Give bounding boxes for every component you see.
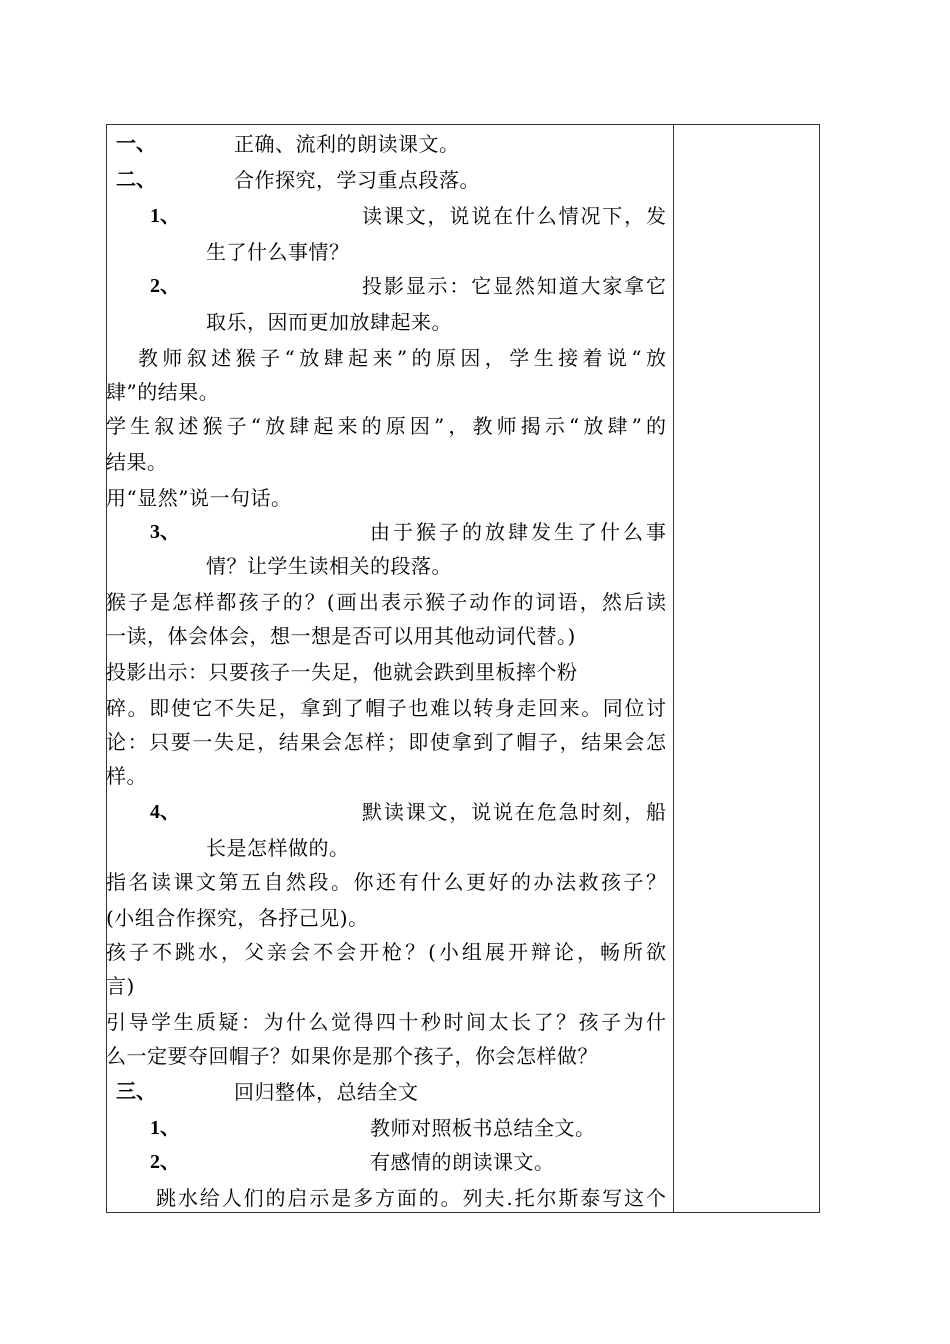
list-number: 2、 bbox=[150, 275, 180, 297]
text-line: 肆”的结果。 bbox=[106, 380, 220, 404]
list-item: 回归整体，总结全文 bbox=[234, 1080, 419, 1104]
list-item: 正确、流利的朗读课文。 bbox=[234, 132, 460, 156]
text-line: 投影出示：只要孩子一失足，他就会跌到里板摔个粉 bbox=[106, 660, 578, 684]
text-line: 长是怎样做的。 bbox=[206, 836, 350, 860]
list-item: 读课文，说说在什么情况下，发 bbox=[362, 204, 666, 228]
text-line: 教师叙述猴子“放肆起来”的原因，学生接着说“放 bbox=[138, 346, 666, 370]
text-line: (小组合作探究，各抒己见)。 bbox=[106, 906, 369, 930]
list-item: 默读课文，说说在危急时刻，船 bbox=[362, 800, 666, 824]
list-item: 教师对照板书总结全文。 bbox=[370, 1116, 596, 1140]
list-item: 由于猴子的放肆发生了什么事 bbox=[370, 520, 666, 544]
text-line: 猴子是怎样都孩子的？(画出表示猴子动作的词语，然后读 bbox=[106, 590, 666, 614]
text-line: 孩子不跳水，父亲会不会开枪？(小组展开辩论，畅所欲 bbox=[106, 940, 666, 964]
text-line: 言) bbox=[106, 974, 135, 998]
list-number: 一、 bbox=[116, 133, 156, 155]
list-item: 投影显示：它显然知道大家拿它 bbox=[362, 274, 666, 298]
text-line: 论：只要一失足，结果会怎样；即使拿到了帽子，结果会怎 bbox=[106, 730, 666, 754]
list-number: 三、 bbox=[116, 1081, 156, 1103]
text-line: 学生叙述猴子“放肆起来的原因”，教师揭示“放肆”的 bbox=[106, 414, 666, 438]
text-line: 用“显然”说一句话。 bbox=[106, 486, 292, 510]
text-line: 生了什么事情？ bbox=[206, 240, 350, 264]
list-number: 4、 bbox=[150, 801, 180, 823]
table-column-divider bbox=[673, 124, 674, 1213]
text-line: 一读，体会体会，想一想是否可以用其他动词代替。) bbox=[106, 624, 576, 648]
list-number: 1、 bbox=[150, 1117, 180, 1139]
text-line: 取乐，因而更加放肆起来。 bbox=[206, 310, 452, 334]
text-line: 引导学生质疑：为什么觉得四十秒时间太长了？孩子为什 bbox=[106, 1010, 666, 1034]
text-line: 么一定要夺回帽子？如果你是那个孩子，你会怎样做？ bbox=[106, 1044, 598, 1068]
list-number: 2、 bbox=[150, 1151, 180, 1173]
list-number: 二、 bbox=[116, 169, 156, 191]
list-number: 3、 bbox=[150, 521, 180, 543]
text-line: 情？让学生读相关的段落。 bbox=[206, 554, 452, 578]
text-line: 样。 bbox=[106, 764, 147, 788]
text-line: 跳水给人们的启示是多方面的。列夫.托尔斯泰写这个 bbox=[156, 1186, 666, 1210]
text-line: 碎。即使它不失足，拿到了帽子也难以转身走回来。同位讨 bbox=[106, 696, 666, 720]
text-line: 指名读课文第五自然段。你还有什么更好的办法救孩子？ bbox=[106, 870, 666, 894]
list-number: 1、 bbox=[150, 205, 180, 227]
list-item: 有感情的朗读课文。 bbox=[370, 1150, 555, 1174]
list-item: 合作探究，学习重点段落。 bbox=[234, 168, 480, 192]
text-line: 结果。 bbox=[106, 450, 168, 474]
